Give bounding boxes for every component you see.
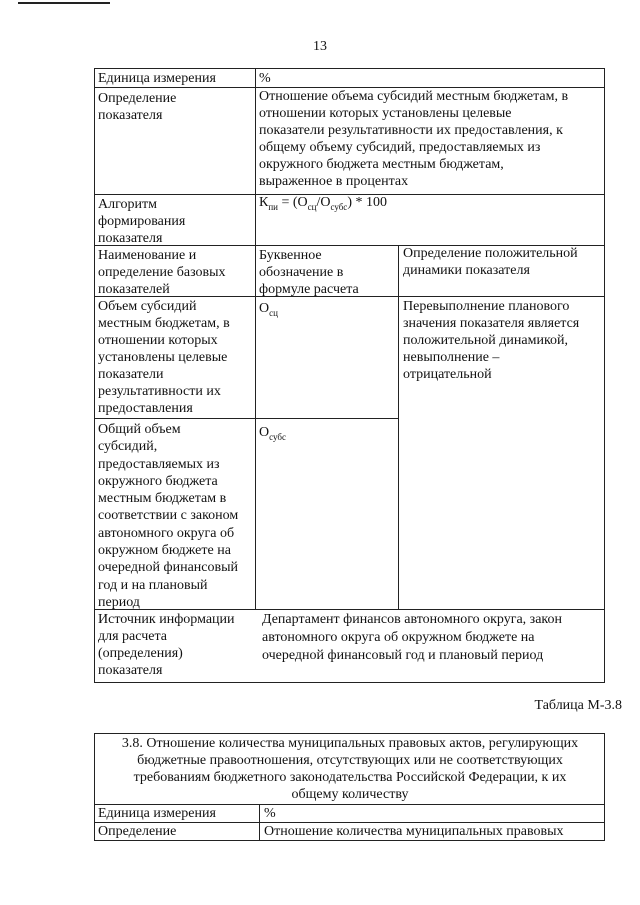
table2-definition-value: Отношение количества муниципальных правовых <box>264 824 564 839</box>
dynamics-value: Перевыполнение планового значения показателя является положительной динамикой, невыполнение – отрицательной <box>403 299 580 382</box>
table2-unit-value: % <box>264 806 276 821</box>
definition-label: Определение показателя <box>98 91 177 123</box>
header-name: Наименование и определение базовых показателей <box>98 248 226 297</box>
unit-value: % <box>259 71 271 86</box>
source-label: Источник информации для расчета (определения) показателя <box>98 612 235 678</box>
row2-letter: $О_{субс}$ <box>259 425 286 442</box>
top-rule <box>18 2 110 4</box>
page-number: 13 <box>313 39 327 54</box>
row2-name: Общий объем субсидий, предоставляемых из окружного бюджета местным бюджетам в соответствии с законом автономного округа об окружном бюджете на очередной финансовый год и на плановый период <box>98 422 239 610</box>
source-value: Департамент финансов автономного округа, закон автономного округа об окружном бюджете на очередной финансовый год и плановый период <box>262 612 563 663</box>
algorithm-formula: $К_{пи} = (О_{сц}/О_{субс}) * 100$ <box>259 195 387 212</box>
table-caption: Таблица М-3.8 <box>534 698 622 713</box>
definition-value: Отношение объема субсидий местным бюджетам, в отношении которых установлены целевые показатели результативности их предоставления, к общему объему субсидий, предоставляемых из окружного бюджета местным бюджетам, выраженное в процентах <box>259 89 569 189</box>
table2-title: 3.8. Отношение количества муниципальных правовых актов, регулирующих бюджетные правоотношения, отсутствующих или не соответствующих требованиям бюджетного законодательства Российской Федерации, к их общему количеству <box>121 736 579 802</box>
row1-letter: $О_{сц}$ <box>259 301 278 318</box>
header-letter: Буквенное обозначение в формуле расчета <box>259 248 359 297</box>
unit-label: Единица измерения <box>98 71 216 86</box>
table2-unit-label: Единица измерения <box>98 806 216 821</box>
header-dynamics: Определение положительной динамики показателя <box>403 246 578 278</box>
table2-definition-label: Определение <box>98 824 177 839</box>
row1-name: Объем субсидий местным бюджетам, в отношении которых установлены целевые показатели результативности их предоставления <box>98 299 230 416</box>
algorithm-label: Алгоритм формирования показателя <box>98 197 186 246</box>
